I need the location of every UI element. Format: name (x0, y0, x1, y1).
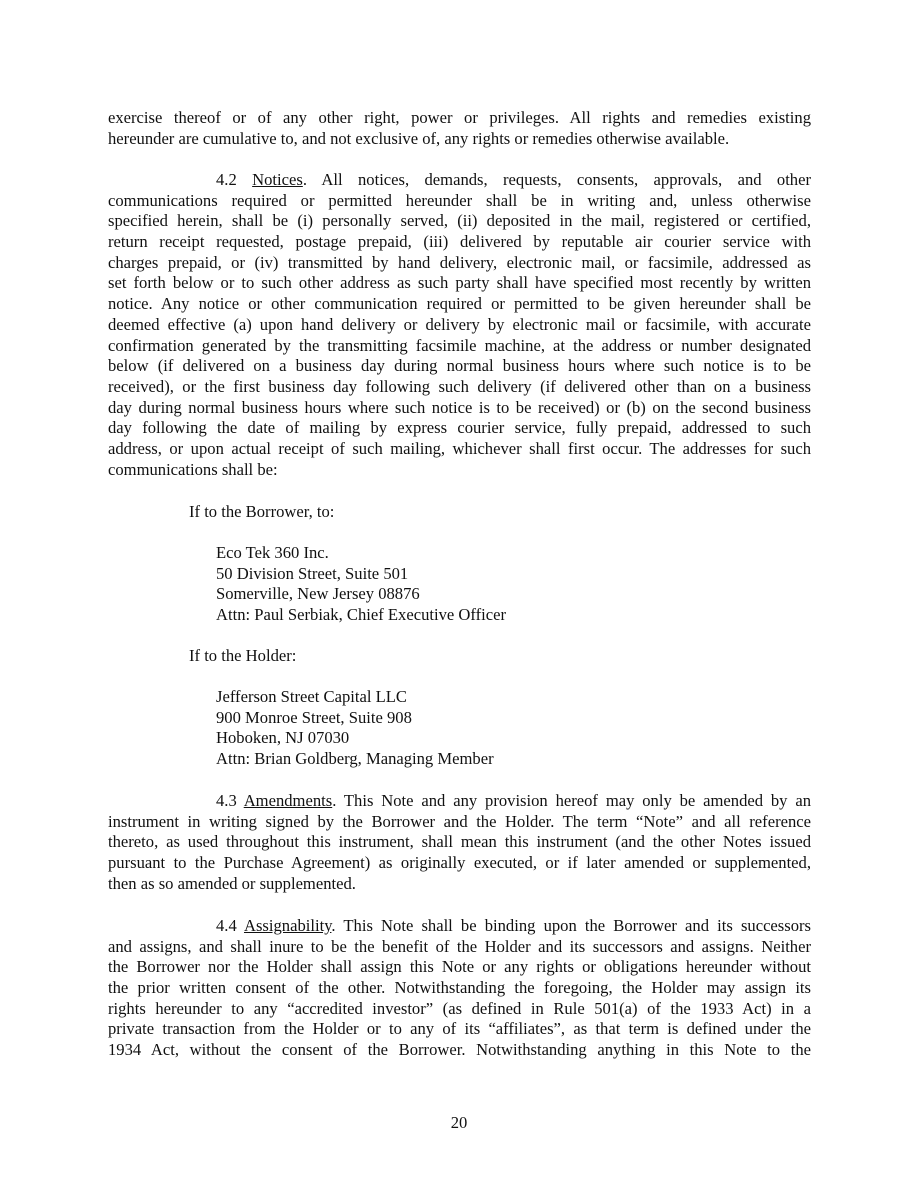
holder-label: If to the Holder: (189, 646, 297, 665)
text-run: . This Note shall be binding upon the Borrower and its successors (331, 916, 811, 935)
address-line: Attn: Brian Goldberg, Managing Member (216, 749, 494, 769)
text-line: exercise thereof or of any other right, power or privileges. All rights and remedies existing (108, 108, 811, 127)
borrower-address (216, 543, 506, 626)
borrower-label: If to the Borrower, to: (189, 502, 335, 521)
text-line: below (if delivered on a business day during normal business hours where such notice is to be (108, 356, 811, 376)
address-line: Jefferson Street Capital LLC (216, 687, 407, 706)
text-line: pursuant to the Purchase Agreement) as originally executed, or if later amended or supplemented, (108, 853, 811, 873)
text-line: specified herein, shall be (i) personally served, (ii) deposited in the mail, registered or certified, (108, 211, 811, 231)
address-line: Eco Tek 360 Inc. (216, 543, 329, 562)
section-first-line (108, 170, 811, 191)
page-number: 20 (450, 1113, 468, 1132)
text-line: set forth below or to such other address as such party shall have specified most recently by written (108, 273, 811, 293)
section-4-1-tail (108, 108, 811, 149)
address-line: Hoboken, NJ 07030 (216, 728, 350, 748)
text-line: received), or the first business day following such delivery (if delivered other than on a business (108, 376, 811, 396)
address-line: 50 Division Street, Suite 501 (216, 563, 409, 583)
section-4-3-amendments (108, 791, 811, 894)
text-run: . This Note and any provision hereof may only be amended by an (332, 791, 812, 810)
section-4-2-notices (108, 170, 811, 480)
address-line: Attn: Paul Serbiak, Chief Executive Officer (216, 605, 507, 625)
section-4-4-assignability (108, 916, 811, 1061)
text-line: the prior written consent of the other. Notwithstanding the foregoing, the Holder may assign its (108, 978, 811, 998)
address-line: Somerville, New Jersey 08876 (216, 584, 420, 604)
text-line: deemed effective (a) upon hand delivery or delivery by electronic mail or facsimile, with accurate (108, 314, 811, 334)
section-first-line (108, 916, 811, 937)
text-line: return receipt requested, postage prepaid, (iii) delivered by reputable air courier service with (108, 232, 811, 252)
text-line: communications shall be: (108, 459, 278, 479)
section-number: 4.4 (216, 916, 237, 935)
text-line: communications required or permitted hereunder shall be in writing and, unless otherwise (108, 190, 811, 210)
text-line: charges prepaid, or (iv) transmitted by hand delivery, electronic mail, or facsimile, addressed as (108, 252, 811, 272)
section-heading: Notices (252, 170, 303, 189)
section-heading: Assignability (243, 916, 332, 935)
text-line: then as so amended or supplemented. (108, 873, 356, 893)
address-line: 900 Monroe Street, Suite 908 (216, 707, 412, 727)
text-line: address, or upon actual receipt of such mailing, whichever shall first occur. The addresses for such (108, 438, 811, 458)
section-heading: Amendments (243, 791, 333, 810)
text-line: the Borrower nor the Holder shall assign this Note or any rights or obligations hereunder without (108, 957, 811, 977)
text-run: . All notices, demands, requests, consents, approvals, and other (302, 170, 811, 189)
section-first-line (108, 791, 811, 812)
text-line: notice. Any notice or other communication required or permitted to be given hereunder shall be (108, 294, 811, 314)
text-line: and assigns, and shall inure to be the benefit of the Holder and its successors and assigns. Neither (108, 936, 811, 956)
text-line: confirmation generated by the transmitting facsimile machine, at the address or number designated (108, 335, 811, 355)
text-line: 1934 Act, without the consent of the Borrower. Notwithstanding anything in this Note to the (108, 1040, 811, 1060)
text-line: day during normal business hours where such notice is to be received) or (b) on the second business (108, 397, 811, 417)
text-line: rights hereunder to any “accredited investor” (as defined in Rule 501(a) of the 1933 Act) in a (108, 998, 811, 1018)
text-line: private transaction from the Holder or to any of its “affiliates”, as that term is defined under the (108, 1019, 811, 1039)
text-line: hereunder are cumulative to, and not exclusive of, any rights or remedies otherwise available. (108, 128, 730, 148)
text-line: instrument in writing signed by the Borrower and the Holder. The term “Note” and all reference (108, 811, 811, 831)
text-line: thereto, as used throughout this instrument, shall mean this instrument (and the other Notes issued (108, 832, 811, 852)
section-number: 4.3 (216, 791, 237, 810)
holder-address (216, 687, 494, 770)
text-line: day following the date of mailing by express courier service, fully prepaid, addressed to such (108, 418, 811, 438)
section-number: 4.2 (216, 170, 237, 189)
